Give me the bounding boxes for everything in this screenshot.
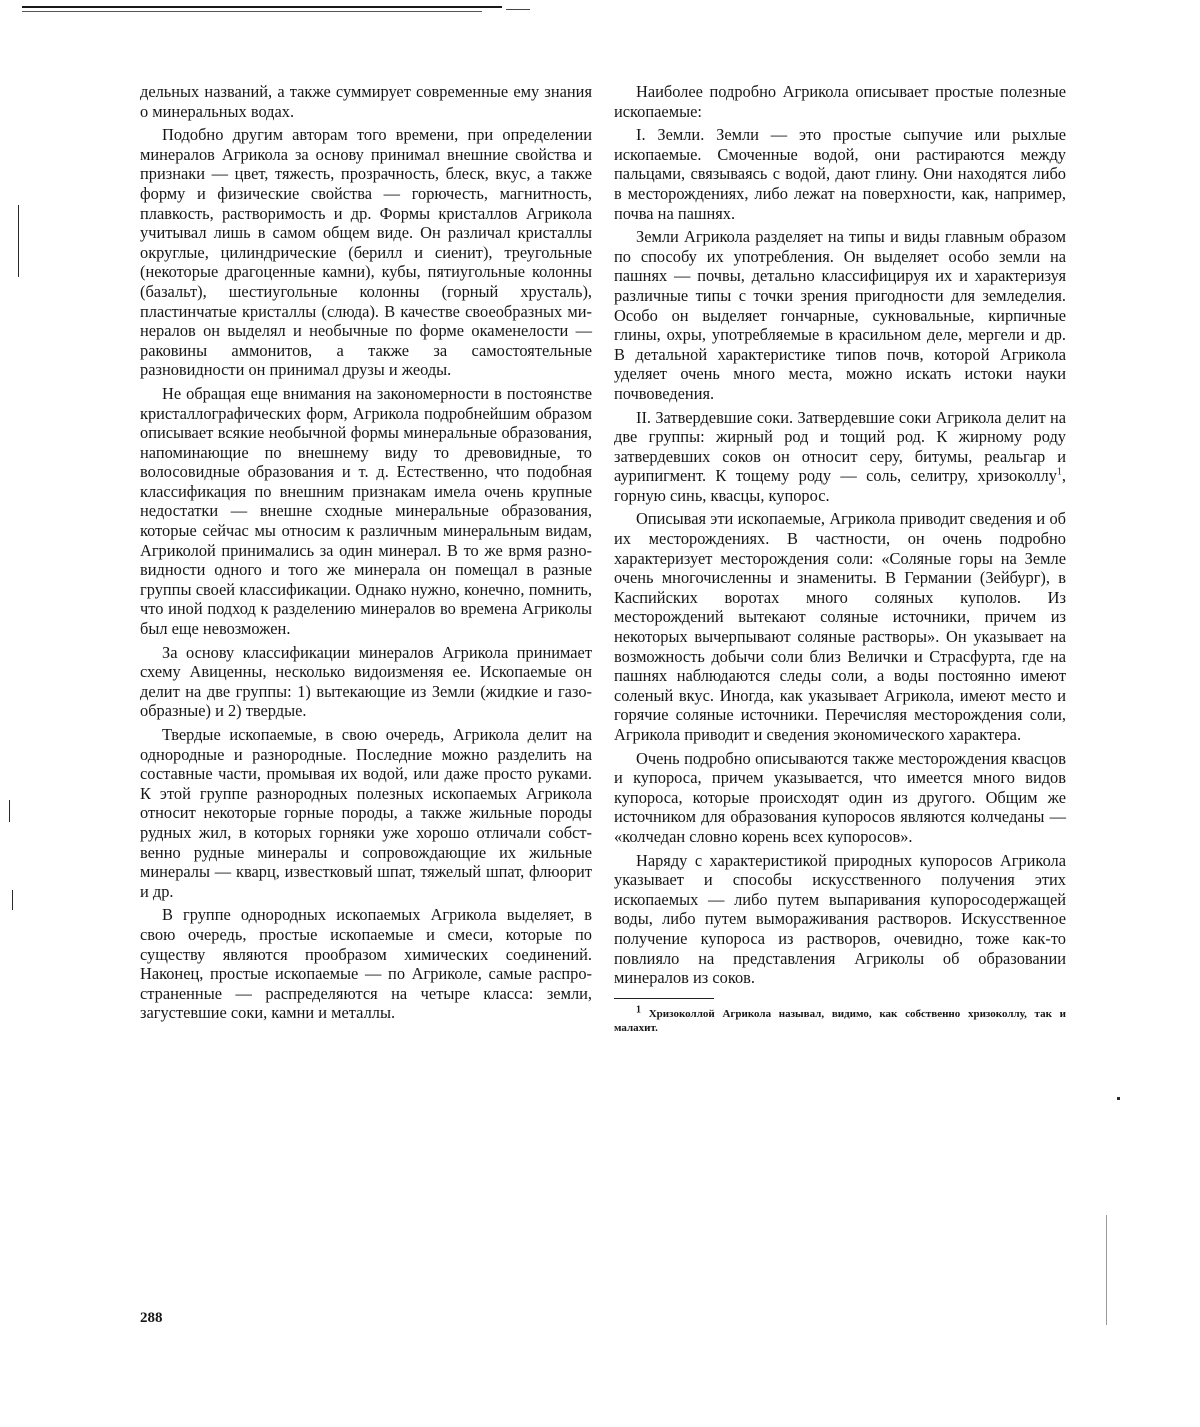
paragraph: В группе однородных ископаемых Агрикола выделяет, в свою очередь, простые ископаемые и смеси, которые по существу являются прообразом химических соединений. Наконец, простые ископаемые — по Агриколе, самые распространенные — распределяются на четыре класса: земли, загустевшие соки, камни и металлы. (140, 905, 592, 1023)
scan-top-rule-thin (22, 11, 482, 12)
scan-top-rule-short (506, 9, 530, 10)
paragraph: Твердые ископаемые, в свою очередь, Агрикола делит на однородные и разнородные. Последние можно разделить на составные части, промывая их водой, или даже просто руками. К этой группе разнородных полезных ископаемых Агрикола относит некоторые горные породы, а также жильные породы рудных жил, в которых горняки уже хорошо отличали собственно рудные минералы и сопровождающие их жильные минералы — кварц, известковый шпат, тяжелый шпат, флюорит и др. (140, 725, 592, 901)
footnote-divider (614, 998, 714, 999)
scan-margin-mark (18, 205, 19, 277)
footnote-text: Хризоколлой Агрикола называл, видимо, как собственно хризоколлу, так и малахит. (614, 1007, 1067, 1034)
left-column (140, 82, 592, 1027)
paragraph: I. Земли. Земли — это простые сыпучие или рыхлые ископаемые. Смоченные водой, они растираются между пальцами, связываясь с водой, дают глину. Они находятся либо в месторождениях, либо лежат на поверхности, как, например, почва на пашнях. (614, 125, 1066, 223)
paragraph-text: II. Затвердевшие соки. Затвердевшие соки Агрикола делит на две группы: жирный род и тощий род. К жирному роду затвердевших соков он относит серу, битумы, реальгар и аурипигмент. К тощему роду — соль, селитру, хризоколлу (614, 407, 1066, 486)
paragraph: Подобно другим авторам того времени, при определении минералов Агрикола за основу принимал внешние свойства и признаки — цвет, тяжесть, прозрачность, блеск, вкус, а также форму и физические свойства — горючесть, магнитность, плавкость, растворимость и др. Формы кристаллов Агрикола учитывал лишь в самом общем виде. Он различал кристаллы округлые, цилиндрические (берилл и сиенит), треугольные (некоторые драгоценные камни), кубы, пятиугольные колонны (базальт), шестиугольные колонны (горный хрусталь), пластинчатые кристаллы (слюда). В качестве своеобразных минералов он выделял и необычные по форме окаменелости — раковины аммонитов, а также за самостоятельные разновидности он принимал друзы и жеоды. (140, 125, 592, 380)
paragraph: Описывая эти ископаемые, Агрикола приводит сведения и об их месторождениях. В частности, он очень подробно характеризует месторождения соли: «Соляные горы на Земле очень многочисленны и знамениты. В Германии (Зейбург), в Каспийских воротах много соляных куполов. Из месторождений вытекают соляные источники, причем из некоторых вычерпывают соляные растворы». Он указывает на возможность добычи соли близ Велички и Страсфурта, где на пашнях наблюдаются следы соли, а воды постоянно имеют соленый вкус. Иногда, как указывает Агрикола, имеют место и горячие соляные источники. Перечисляя месторождения соли, Агрикола приводит и сведения экономического характера. (614, 509, 1066, 744)
footnote (614, 1004, 1067, 1035)
footnote-marker: 1 (636, 1004, 641, 1016)
paragraph: Земли Агрикола разделяет на типы и виды главным образом по способу их употребления. Он выделяет особо земли на пашнях — почвы, детально классифицируя их и характеризуя различные типы с точки зрения пригодности для земледелия. Особо он выделяет гончарные, сукновальные, кирпичные глины, охры, употребляемые в красильном деле, мергели и др. В детальной характеристике типов почв, которой Агрикола уделяет очень много места, можно искать истоки науки почвоведения. (614, 227, 1066, 403)
paragraph: Не обращая еще внимания на закономерности в постоянстве кристаллографических форм, Агрикола подробнейшим образом описывает всякие необычной формы минеральные образования, напоминающие по внешнему виду то древовидные, то волосовидные образования и т. д. Естественно, что подобная классификация по внешним признакам имела очень крупные недостатки — внешне сходные минеральные образования, которые сейчас мы относим к различным минеральным видам, Агриколой принимались за один минерал. В то же врмя разновидности одного и того же минерала он помещал в разные группы своей классификации. Однако нужно, конечно, помнить, что иной подход к разделению минералов во времена Агриколы был еще невозможен. (140, 383, 592, 639)
paragraph-text-tail: , горную синь, квасцы, купорос. (614, 466, 1066, 505)
scan-margin-mark (1106, 1215, 1107, 1325)
paragraph: Очень подробно описываются также месторождения квасцов и купороса, причем указывается, что имеется много видов купороса, которые происходят один из другого. Общим же источником для образования купоросов являются колчеданы — «колчедан словно корень всех купоросов». (614, 748, 1066, 846)
paragraph: дельных названий, а также суммирует современные ему знания о минеральных водах. (140, 82, 592, 121)
paragraph: За основу классификации минералов Агрикола принимает схему Авиценны, несколько видоизменяя ее. Ископаемые он делит на две группы: 1) вытекающие из Земли (жидкие и газообразные) и 2) твердые. (140, 642, 592, 721)
paragraph (614, 408, 1066, 506)
paragraph: Наиболее подробно Агрикола описывает простые полезные ископаемые: (614, 82, 1066, 121)
scan-margin-mark (12, 890, 13, 910)
paragraph: Наряду с характеристикой природных купоросов Агрикола указывает и способы искусственного получения этих ископаемых — либо путем выпаривания купоросодержащей воды, либо путем вымораживания растворов. Искусственное получение купороса из растворов, очевидно, тоже как-то повлияло на представления Агриколы об образовании минералов из соков. (614, 850, 1066, 988)
footnote-reference: 1 (1056, 466, 1062, 478)
right-column (614, 82, 1066, 1039)
scan-margin-mark (1117, 1097, 1120, 1100)
scan-top-rule (22, 6, 502, 8)
scan-margin-mark (9, 800, 10, 822)
page-number: 288 (140, 1310, 163, 1326)
